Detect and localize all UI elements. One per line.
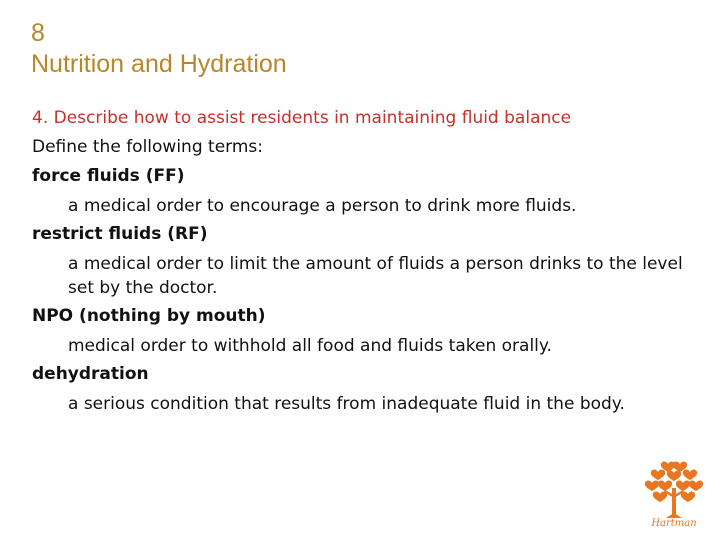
intro-text: Define the following terms: <box>32 137 263 157</box>
chapter-title: Nutrition and Hydration <box>31 50 287 78</box>
term-dehydration: dehydration <box>32 364 149 384</box>
term-entry <box>32 162 692 220</box>
slide-header <box>31 18 287 80</box>
learning-objective: 4. Describe how to assist residents in maintaining fluid balance <box>32 108 572 128</box>
chapter-number: 8 <box>31 19 45 47</box>
slide-content <box>32 104 692 418</box>
logo-text: Hartman <box>651 518 697 529</box>
term-entry <box>32 220 692 302</box>
term-entry <box>32 360 692 418</box>
definition-restrict-fluids: a medical order to limit the amount of fluids a person drinks to the level set by the doctor. <box>68 254 683 298</box>
hartman-logo <box>638 458 710 534</box>
term-restrict-fluids: restrict fluids (RF) <box>32 224 208 244</box>
term-force-fluids: force fluids (FF) <box>32 166 185 186</box>
term-npo: NPO (nothing by mouth) <box>32 306 266 326</box>
definition-force-fluids: a medical order to encourage a person to drink more fluids. <box>68 196 577 216</box>
definition-npo: medical order to withhold all food and fluids taken orally. <box>68 336 552 356</box>
definition-dehydration: a serious condition that results from inadequate fluid in the body. <box>68 394 625 414</box>
term-entry <box>32 302 692 360</box>
heart-tree-icon <box>638 458 710 520</box>
